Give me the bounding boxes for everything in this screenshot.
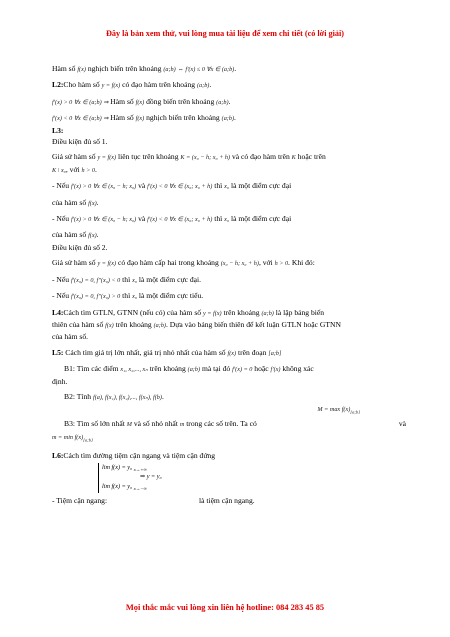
text-line: L4:Cách tìm GTLN, GTNN (nếu có) của hàm số y = f(x) trên khoảng (a;b) là lập bảng biến xyxy=(52,307,325,317)
text-line: - Nếu f'(x₀) = 0, f''(x₀) > 0 thì x₀ là một điểm cực tiểu. xyxy=(52,291,204,301)
text-line: Hàm số f(x) nghịch biến trên khoảng (a;b) ⇔ f'(x) ≤ 0 ∀x ∈ (a;b). xyxy=(52,64,237,73)
text-line: định. xyxy=(52,376,68,386)
text-line: $m = \min f(x)_{[a;b]}$ xyxy=(52,433,93,443)
text-line: Giả sử hàm số y = f(x) liên tục trên khoảng K = (x₀ − h; x₀ + h) và có đạo hàm trên K hoặc trên xyxy=(52,152,326,162)
text-line: - Nếu f'(x) > 0 ∀x ∈ (x₀ − h; x₀) và f'(x) < 0 ∀x ∈ (x₀; x₀ + h) thì x₀ là một điểm cực đại xyxy=(52,181,292,191)
text-line: của hàm số. xyxy=(52,332,89,342)
text-line: K \ x₀, với h > 0. xyxy=(52,164,97,174)
text-line: L2:Cho hàm số y = f(x) có đạo hàm trên khoảng (a;b). xyxy=(52,80,212,90)
text-line: Điều kiện đủ số 2. xyxy=(52,242,108,252)
text-line: $M = \max f(x)_{[a;b]}$ xyxy=(317,406,360,415)
text-line: - Tiệm cận ngang: là tiệm cận ngang. xyxy=(52,496,255,506)
text-line: B3: Tìm số lớn nhất M và số nhỏ nhất m trong các số trên. Ta có và xyxy=(64,419,406,429)
text-line: thiên của hàm số f(x) trên khoảng (a;b). Dựa vào bảng biến thiên để kết luận GTLN hoặc GTNN xyxy=(52,319,341,329)
text-line: f'(x) > 0 ∀x ∈ (a;b) ⇒ Hàm số f(x) đồng biến trên khoảng (a;b). xyxy=(52,96,231,106)
section-heading: L3: xyxy=(52,125,64,135)
text-line: B2: Tính f(a), f(x₁), f(x₂),..., f(xₙ), f(b). xyxy=(64,391,164,401)
text-line: L5: Cách tìm giá trị lớn nhất, giá trị nhỏ nhất của hàm số f(x) trên đoạn [a;b] xyxy=(52,347,282,357)
text-line: B1: Tìm các điểm x₁, x₂,..., xₙ trên khoảng (a;b) mà tại đó f'(x) = 0 hoặc f'(x) không xác xyxy=(64,364,314,374)
text-line: của hàm số f(x). xyxy=(52,230,99,240)
document-body xyxy=(52,63,406,507)
text-line: L6:Cách tìm đường tiệm cận ngang và tiệm cận đứng xyxy=(52,450,216,460)
text-line: Điều kiện đủ số 1. xyxy=(52,137,108,147)
limit-system: lim f(x) = y₀ $_{x\to+\infty}$ ⇒ y = y₀ lim f(x) = y₀ $_{x\to-\infty}$ xyxy=(98,463,147,493)
text-line: của hàm số f(x). xyxy=(52,197,99,207)
hotline-banner: Mọi thắc mắc vui lòng xin liên hệ hotline: 084 283 45 85 xyxy=(125,603,325,612)
text-line: f'(x) < 0 ∀x ∈ (a;b) ⇒ Hàm số f(x) nghịch biến trên khoảng (a;b). xyxy=(52,113,236,123)
text-line: - Nếu f'(x₀) = 0, f''(x₀) < 0 thì x₀ là một điểm cực đại. xyxy=(52,274,202,284)
text-line: Giả sử hàm số y = f(x) có đạo hàm cấp hai trong khoảng (x₀ − h; x₀ + h), với h > 0. Khi đó: xyxy=(52,258,315,268)
text-line: - Nếu f'(x) > 0 ∀x ∈ (x₀ − h; x₀) và f'(x) < 0 ∀x ∈ (x₀; x₀ + h) thì x₀ là một điểm cực đại xyxy=(52,214,292,224)
preview-banner: Đây là bản xem thử, vui lòng mua tài liệu để xem chi tiết (có lời giải) xyxy=(105,29,344,38)
